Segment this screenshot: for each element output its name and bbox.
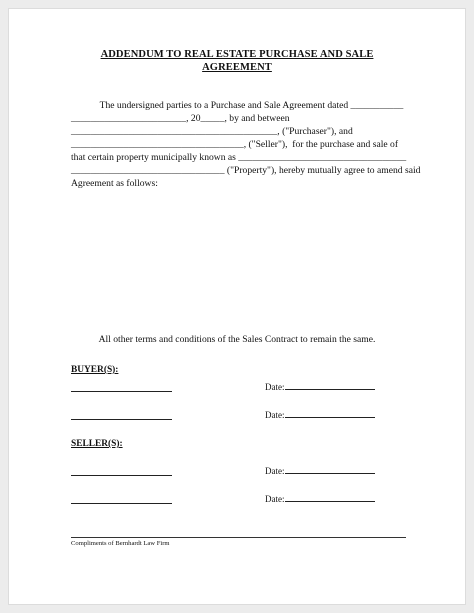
document-page xyxy=(8,8,466,605)
buyer-date-1[interactable] xyxy=(265,381,375,392)
buyer-signature-line-2[interactable] xyxy=(71,419,172,420)
body-line-1: The undersigned parties to a Purchase and Sale Agreement dated ___________ xyxy=(71,100,404,111)
seller-date-2[interactable] xyxy=(265,493,375,504)
body-line-2: ________________________, 20_____, by and between xyxy=(71,113,290,124)
seller-label: SELLER(S): xyxy=(71,439,123,449)
footer-divider xyxy=(71,537,406,538)
seller-signature-line-2[interactable] xyxy=(71,503,172,504)
date-line xyxy=(285,409,375,418)
buyer-signature-line-1[interactable] xyxy=(71,391,172,392)
seller-date-1[interactable] xyxy=(265,465,375,476)
date-label: Date: xyxy=(265,410,285,420)
buyer-label: BUYER(S): xyxy=(71,365,119,375)
buyer-date-2[interactable] xyxy=(265,409,375,420)
date-line xyxy=(285,493,375,502)
body-line-7: Agreement as follows: xyxy=(71,178,158,189)
body-line-4: ____________________________________, ("Seller"), for the purchase and sale of xyxy=(71,139,399,150)
footer-text: Compliments of Bernhardt Law Firm xyxy=(71,540,170,547)
document-title-line1: ADDENDUM TO REAL ESTATE PURCHASE AND SALE xyxy=(100,49,374,60)
seller-signature-line-1[interactable] xyxy=(71,475,172,476)
body-line-3: ___________________________________________, ("Purchaser"), and xyxy=(71,126,353,137)
date-line xyxy=(285,465,375,474)
date-label: Date: xyxy=(265,494,285,504)
closing-statement: All other terms and conditions of the Sales Contract to remain the same. xyxy=(98,334,376,345)
date-label: Date: xyxy=(265,466,285,476)
document-title-line2: AGREEMENT xyxy=(202,62,272,73)
date-label: Date: xyxy=(265,382,285,392)
body-line-5: that certain property municipally known as ___________________________________ xyxy=(71,152,407,163)
date-line xyxy=(285,381,375,390)
body-line-6: ________________________________ ("Property"), hereby mutually agree to amend said xyxy=(71,165,421,176)
